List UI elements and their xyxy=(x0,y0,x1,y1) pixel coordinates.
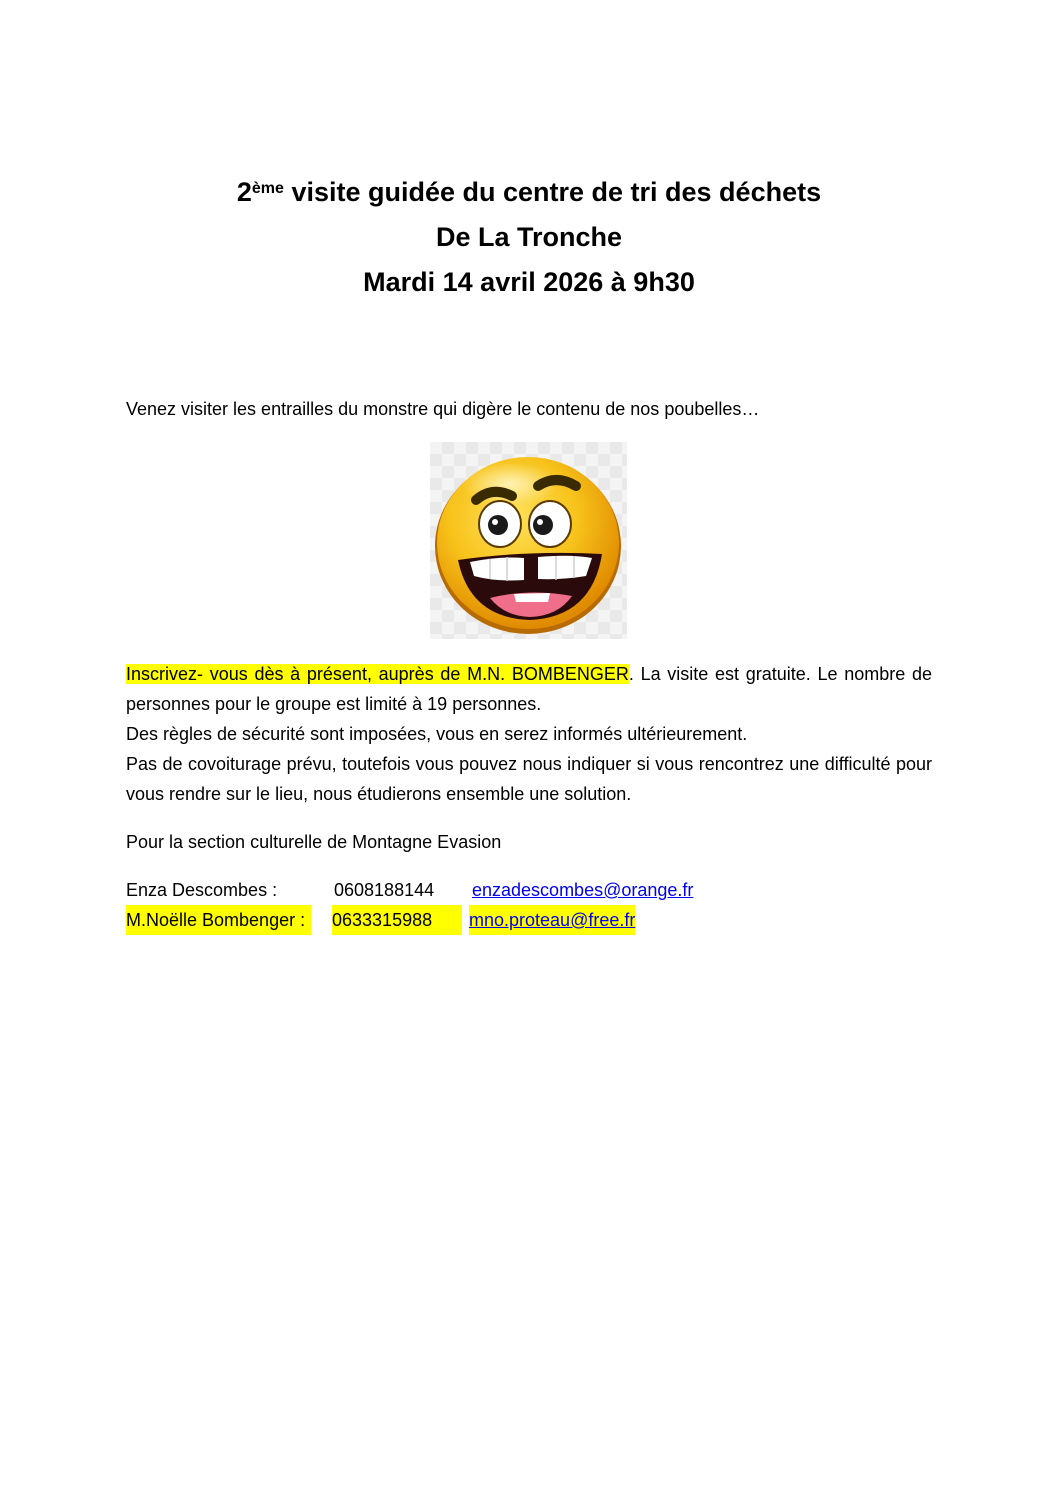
contact-email-link[interactable]: mno.proteau@free.fr xyxy=(469,905,635,935)
contact-row xyxy=(126,875,826,905)
title-line-3: Mardi 14 avril 2026 à 9h30 xyxy=(363,267,695,297)
contacts-list xyxy=(126,875,826,935)
title-line-2: De La Tronche xyxy=(435,222,623,252)
signature-line: Pour la section culturelle de Montagne Evasion xyxy=(126,832,502,852)
title-block xyxy=(0,170,1058,305)
details-line-2: Des règles de sécurité sont imposées, vous en serez informés ultérieurement. xyxy=(126,724,748,744)
details-line-1-rest: . La visite est gratuite. Le nombre de personnes pour le groupe est limité à 19 personnes. xyxy=(126,664,932,714)
registration-highlight: Inscrivez- vous dès à présent, auprès de M.N. BOMBENGER xyxy=(126,664,629,684)
title-ordinal-suffix: ème xyxy=(251,180,284,197)
title-line-1 xyxy=(0,170,1058,215)
contact-name: Enza Descombes : xyxy=(126,880,278,900)
details-paragraph xyxy=(126,659,932,809)
contact-row xyxy=(126,905,826,935)
emoji-svg xyxy=(430,442,627,639)
laughing-emoji-icon xyxy=(430,442,627,639)
details-line-1 xyxy=(126,659,932,719)
contact-phone: 0633315988 xyxy=(332,905,462,935)
contact-phone: 0608188144 xyxy=(334,880,435,900)
intro-text: Venez visiter les entrailles du monstre qui digère le contenu de nos poubelles… xyxy=(126,399,760,419)
contact-email-link[interactable]: enzadescombes@orange.fr xyxy=(472,880,694,900)
details-line-3: Pas de covoiturage prévu, toutefois vous pouvez nous indiquer si vous rencontrez une difficulté pour vous rendre sur le lieu, nous étudierons ensemble une solution. xyxy=(126,754,932,804)
title-line-1-text: visite guidée du centre de tri des déchets xyxy=(283,177,822,207)
contact-name: M.Noëlle Bombenger : xyxy=(126,905,311,935)
title-ordinal-number: 2 xyxy=(236,177,252,207)
